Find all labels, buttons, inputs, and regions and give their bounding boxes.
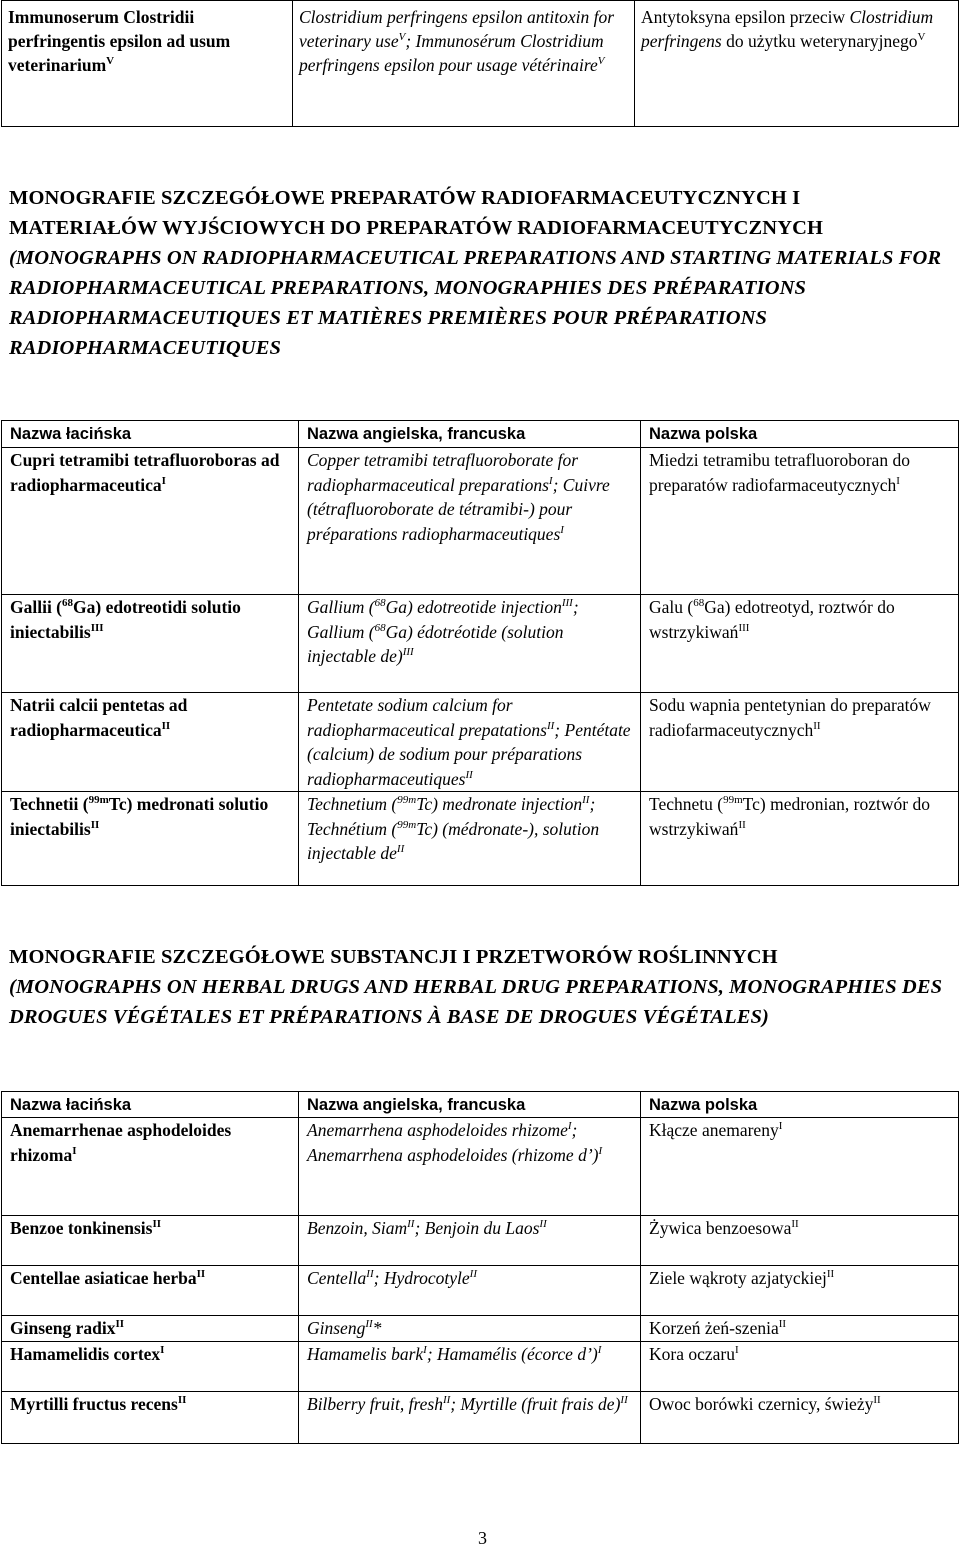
latin-name-cell: Hamamelidis cortex$^I$: [2, 1341, 299, 1391]
en-fr-name-cell: Technetium ($^{99m}$Tc) medronate injection$^{II}$; Technétium ($^{99m}$Tc) (médronate-), solution injectable $de^{II}$: [299, 792, 641, 886]
table-header-row: [2, 421, 959, 448]
en-fr-name-cell: Clostridium perfringens epsilon antitoxin for veterinary use$^V$; Immunosérum Clostridium perfringens epsilon pour usage vétérinaire$^V$: [293, 1, 635, 127]
polish-name-cell: Owoc borówki czernicy, świeży$^{II}$: [641, 1391, 959, 1444]
polish-name-cell: Sodu wapnia pentetynian do preparatów radiofarmaceutycznych$^{II}$: [641, 693, 959, 792]
table-row: [2, 1216, 959, 1266]
table-header-row: [2, 1092, 959, 1118]
polish-name-cell: Ziele wąkroty azjatyckiej$^{II}$: [641, 1266, 959, 1316]
section-heading-herbal-drugs: MONOGRAFIE SZCZEGÓŁOWE SUBSTANCJI I PRZETWORÓW ROŚLINNYCH (MONOGRAPHS ON HERBAL DRUGS AND HERBAL DRUG PREPARATIONS, MONOGRAPHIES DES DROGUES VÉGÉTALES ET PRÉPARATIONS À BASE DE DROGUES VÉGÉTALES): [9, 946, 943, 1028]
table-row: [2, 1341, 959, 1391]
latin-name-cell: Technetii ($^{99m}$Tc) medronati solutio iniectabilis$^{II}$: [2, 792, 299, 886]
header-en-fr-name: Nazwa angielska, francuska: [299, 1092, 641, 1118]
polish-name-cell: Galu ($^{68}$Ga) edotreotyd, roztwór do wstrzykiwań$^{III}$: [641, 595, 959, 693]
latin-name-cell: Anemarrhenae asphodeloides rhizoma$^I$: [2, 1118, 299, 1216]
continued-monograph-table: [1, 0, 959, 127]
polish-name-cell: Technetu ($^{99m}$Tc) medronian, roztwór do wstrzykiwań$^{II}$: [641, 792, 959, 886]
en-fr-name-cell: Centella$^{II}$; Hydrocotyle$^{II}$: [299, 1266, 641, 1316]
table-row: [2, 1266, 959, 1316]
polish-name-cell: Żywica benzoesowa$^{II}$: [641, 1216, 959, 1266]
header-polish-name: Nazwa polska: [641, 421, 959, 448]
table-row: [2, 792, 959, 886]
header-polish-name: Nazwa polska: [641, 1092, 959, 1118]
table-row: [2, 595, 959, 693]
polish-name-cell: Kłącze anemareny$^I$: [641, 1118, 959, 1216]
en-fr-name-cell: Ginseng$^{II}$*: [299, 1316, 641, 1342]
latin-name-cell: Ginseng radix$^{II}$: [2, 1316, 299, 1342]
table-row: [2, 1, 959, 127]
en-fr-name-cell: Copper tetramibi tetrafluoroborate for radiopharmaceutical preparations$^I$; Cuivre (tétrafluoroborate de tétramibi-) pour préparations radiopharmaceutiques$^I$: [299, 448, 641, 595]
polish-name-cell: Antytoksyna epsilon przeciw Clostridium perfringens do użytku weterynaryjnego$^V$: [635, 1, 959, 127]
section-heading-radiopharmaceuticals: MONOGRAFIE SZCZEGÓŁOWE PREPARATÓW RADIOFARMACEUTYCZNYCH I MATERIAŁÓW WYJŚCIOWYCH DO PREPARATÓW RADIOFARMACEUTYCZNYCH (MONOGRAPHS ON RADIOPHARMACEUTICAL PREPARATIONS AND STARTING MATERIALS FOR RADIOPHARMACEUTICAL PREPARATIONS, MONOGRAPHIES DES PRÉPARATIONS RADIOPHARMACEUTIQUES ET MATIÈRES PREMIÈRES POUR PRÉPARATIONS RADIOPHARMACEUTIQUES: [9, 187, 942, 359]
latin-name-cell: Cupri tetramibi tetrafluoroboras ad radiopharmaceutica$^I$: [2, 448, 299, 595]
latin-name-cell: Centellae asiaticae herba$^{II}$: [2, 1266, 299, 1316]
table-row: [2, 1391, 959, 1444]
latin-name-cell: Benzoe tonkinensis$^{II}$: [2, 1216, 299, 1266]
en-fr-name-cell: Hamamelis bark$^I$; Hamamélis (écorce d’)$^I$: [299, 1341, 641, 1391]
en-fr-name-cell: Pentetate sodium calcium for radiopharmaceutical prepatations$^{II}$; Pentétate (calcium) de sodium pour préparations radiopharmaceutiques$^{II}$: [299, 693, 641, 792]
en-fr-name-cell: Benzoin, Siam$^{II}$; Benjoin du Laos$^{II}$: [299, 1216, 641, 1266]
page-number: 3: [478, 1528, 487, 1548]
table-row: [2, 1316, 959, 1342]
header-en-fr-name: Nazwa angielska, francuska: [299, 421, 641, 448]
radiopharmaceutical-monographs-table: [1, 420, 959, 886]
polish-name-cell: Kora oczaru$^I$: [641, 1341, 959, 1391]
header-latin-name: Nazwa łacińska: [2, 1092, 299, 1118]
polish-name-cell: Korzeń żeń-szenia$^{II}$: [641, 1316, 959, 1342]
table-row: [2, 448, 959, 595]
latin-name-cell: Myrtilli fructus recens$^{II}$: [2, 1391, 299, 1444]
header-latin-name: Nazwa łacińska: [2, 421, 299, 448]
polish-name-cell: Miedzi tetramibu tetrafluoroboran do preparatów radiofarmaceutycznych$^I$: [641, 448, 959, 595]
latin-name-cell: Natrii calcii pentetas ad radiopharmaceutica$^{II}$: [2, 693, 299, 792]
latin-name-cell: Gallii ($^{68}$Ga) edotreotidi solutio iniectabilis$^{III}$: [2, 595, 299, 693]
latin-name-cell: Immunoserum Clostridii perfringentis epsilon ad usum veterinarium$^V$: [2, 1, 293, 127]
herbal-drug-monographs-table: [1, 1091, 959, 1444]
en-fr-name-cell: Anemarrhena asphodeloides rhizome$^I$; Anemarrhena asphodeloides (rhizome d’)$^I$: [299, 1118, 641, 1216]
table-row: [2, 693, 959, 792]
en-fr-name-cell: Gallium ($^{68}$Ga) edotreotide injection$^{III}$; Gallium ($^{68}$Ga) édotréotide (solution injectable de)$^{III}$: [299, 595, 641, 693]
table-row: [2, 1118, 959, 1216]
en-fr-name-cell: Bilberry fruit, fresh$^{II}$; Myrtille (fruit frais de)$^{II}$: [299, 1391, 641, 1444]
